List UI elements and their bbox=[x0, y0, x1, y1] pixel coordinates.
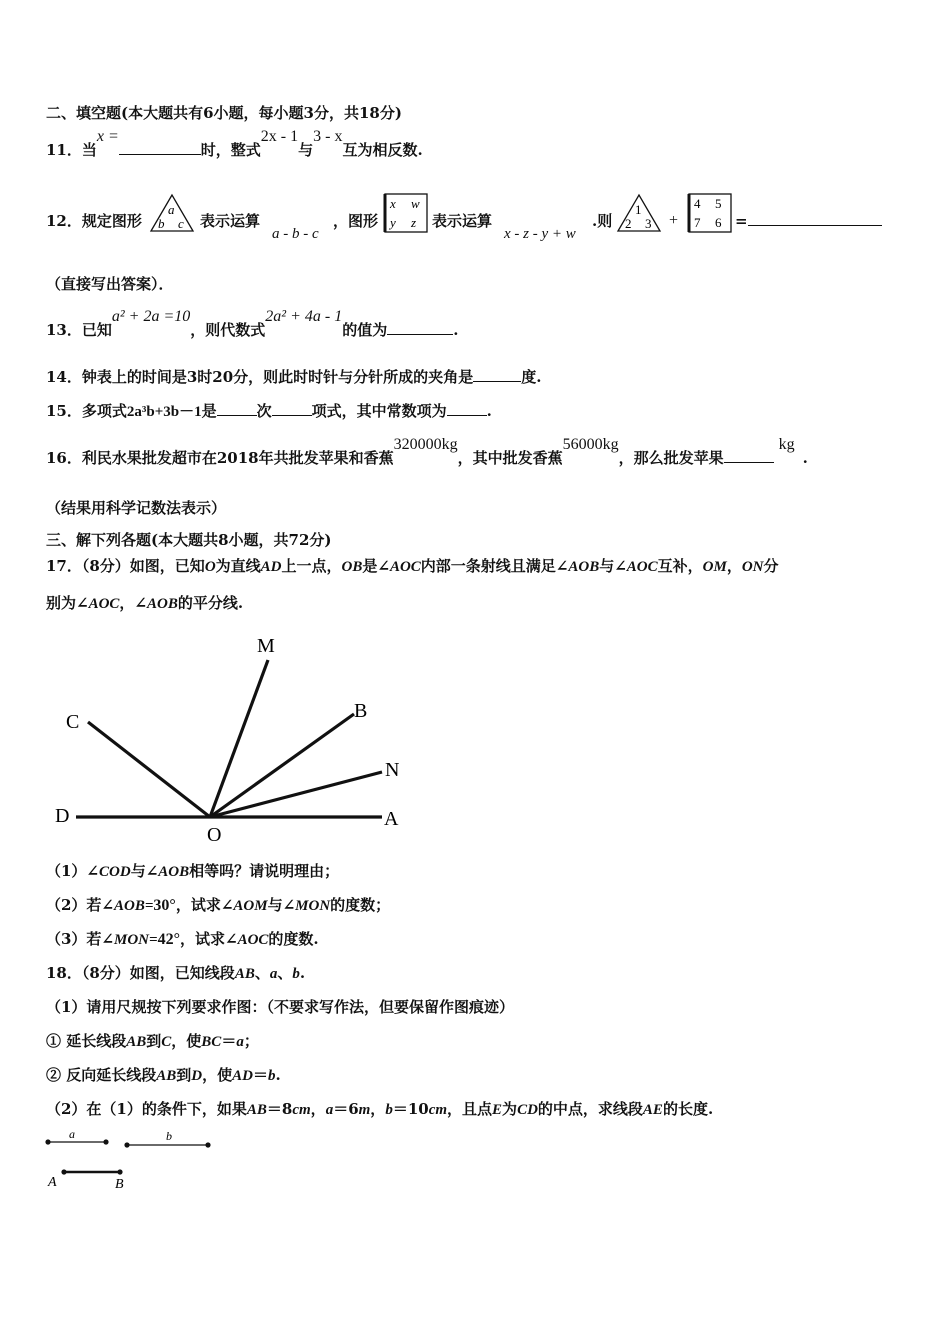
q12-note: （直接写出答案）． bbox=[46, 275, 174, 293]
q18-p2d: ＝6 bbox=[333, 1100, 359, 1118]
q17-part3 bbox=[46, 929, 319, 950]
q18-c2d: ＝ bbox=[252, 1066, 268, 1084]
q17-aoc2: AOC bbox=[626, 559, 658, 575]
q18-part1: （1）请用尺规按下列要求作图：（不要求写作法，但要保留作图痕迹） bbox=[46, 998, 514, 1016]
q17-p3-mon: MON= bbox=[114, 932, 158, 948]
q18-c2-ab: AB bbox=[156, 1068, 177, 1084]
label-d: D bbox=[55, 805, 70, 827]
q18-p2i: 的中点，求线段 bbox=[537, 1100, 643, 1118]
q18-c1-bc: BC bbox=[201, 1034, 222, 1050]
q12-box-figure bbox=[383, 192, 429, 234]
q15-t2: 次 bbox=[256, 402, 272, 420]
question-11 bbox=[46, 128, 423, 161]
q16-unit: kg bbox=[778, 436, 795, 453]
q18-p2f: ＝10 bbox=[392, 1100, 429, 1118]
q13-cond: a² + 2a =10 bbox=[111, 308, 191, 325]
q16-v1: 320000kg bbox=[393, 436, 458, 453]
q17-l1a: 17．（8分）如图，已知 bbox=[46, 557, 205, 575]
q16-note: （结果用科学记数法表示） bbox=[46, 499, 227, 517]
q12-t3: 表示运算 bbox=[432, 212, 493, 230]
ray-om bbox=[210, 660, 268, 817]
point-b bbox=[117, 1169, 122, 1174]
q18-p2-cm2: cm bbox=[428, 1102, 448, 1118]
q15-t3: 项式，其中常数项为 bbox=[311, 402, 447, 420]
q18-c1b: 到 bbox=[146, 1032, 162, 1050]
q12-num: 12．规定图形 bbox=[46, 212, 142, 230]
q15-t1: 是 bbox=[201, 402, 217, 420]
box2-br-label: 6 bbox=[715, 215, 722, 230]
q18-c1-a: a bbox=[236, 1034, 244, 1050]
q12-op1: a - b - c bbox=[272, 226, 319, 242]
q16-text: 16．利民水果批发超市在2018年共批发苹果和香蕉 bbox=[46, 449, 394, 467]
label-b: B bbox=[354, 700, 368, 722]
tri-c-label: c bbox=[178, 216, 184, 231]
q18-c2-ad: AD bbox=[232, 1068, 253, 1084]
q17-l1f: 与∠ bbox=[599, 557, 627, 575]
q18-c1a: ① 延长线段 bbox=[46, 1032, 127, 1050]
q18-p2j: 的长度. bbox=[662, 1100, 714, 1118]
label-n: N bbox=[385, 759, 400, 781]
q18-dot: . bbox=[299, 964, 306, 982]
q17-p3b: ，试求∠ bbox=[179, 930, 238, 948]
q17-p2-mon: MON bbox=[295, 898, 331, 914]
q12-triangle-figure bbox=[148, 192, 196, 234]
section2-heading: 二、填空题(本大题共有6小题，每小题3分，共18分) bbox=[46, 104, 402, 122]
q18-c1-ab: AB bbox=[126, 1034, 147, 1050]
q18-ab: AB bbox=[234, 966, 255, 982]
q18-c2b: 到 bbox=[176, 1066, 192, 1084]
q12-box2-figure bbox=[687, 192, 733, 234]
q11-num: 11．当 bbox=[46, 141, 97, 159]
segment-b-end bbox=[205, 1142, 210, 1147]
q17-l2b: ，∠ bbox=[119, 594, 147, 612]
q18-p2-ae: AE bbox=[642, 1102, 663, 1118]
q13-t2: 的值为 bbox=[342, 321, 388, 339]
q18-c2-b: b bbox=[267, 1068, 276, 1084]
question-13 bbox=[46, 308, 459, 341]
box-y-label: y bbox=[390, 215, 396, 230]
q11-t2: 与 bbox=[298, 141, 314, 159]
q16-t3: ，那么批发苹果 bbox=[618, 449, 724, 467]
segment-b-start bbox=[124, 1142, 129, 1147]
box-w-label: w bbox=[411, 196, 420, 211]
q12-answer bbox=[735, 211, 882, 231]
q17-l2-aob: AOB bbox=[147, 596, 178, 612]
segment-a-start bbox=[45, 1139, 50, 1144]
ray-oc bbox=[88, 722, 210, 817]
q13-num: 13．已知 bbox=[46, 321, 112, 339]
q18-p2-b: b bbox=[385, 1102, 393, 1118]
q18-p2h: 为 bbox=[502, 1100, 518, 1118]
q15-blank2[interactable] bbox=[272, 401, 312, 416]
q17-om: OM bbox=[702, 559, 727, 575]
q17-p1c: 相等吗？请说明理由； bbox=[189, 862, 340, 880]
q17-p1-aob: AOB bbox=[158, 864, 190, 880]
q18-p2-ab: AB bbox=[246, 1102, 267, 1118]
q12-text-d bbox=[592, 211, 612, 231]
tri2-bl-label: 2 bbox=[625, 216, 632, 231]
q18-c1d: ＝ bbox=[221, 1032, 237, 1050]
label-c: C bbox=[66, 711, 80, 733]
q16-v2: 56000kg bbox=[562, 436, 619, 453]
question-16 bbox=[46, 436, 808, 469]
q12-eq: = bbox=[735, 212, 748, 230]
q13-t1: ，则代数式 bbox=[190, 321, 266, 339]
q15-num: 15．多项式 bbox=[46, 402, 127, 420]
q17-ob: OB bbox=[341, 559, 363, 575]
q18-c2e: . bbox=[275, 1066, 281, 1084]
q18-sep1: 、 bbox=[254, 964, 270, 982]
ray-on bbox=[210, 772, 382, 817]
question-17-line1 bbox=[46, 556, 779, 577]
q18-c2-d: D bbox=[191, 1068, 203, 1084]
q12-triangle2-figure bbox=[615, 192, 663, 234]
q15-blank1[interactable] bbox=[217, 401, 257, 416]
q18-p2c: ， bbox=[310, 1100, 326, 1118]
q17-p2-aob: AOB= bbox=[114, 898, 154, 914]
q17-l2c: 的平分线. bbox=[177, 594, 244, 612]
q17-angle-figure bbox=[40, 625, 420, 850]
q12-op2: x - z - y + w bbox=[504, 226, 576, 242]
q12-blank[interactable] bbox=[748, 211, 882, 226]
q18-p2-a: a bbox=[325, 1102, 334, 1118]
q12-text-c bbox=[432, 211, 492, 231]
segment-b-label: b bbox=[166, 1129, 172, 1143]
q17-part1 bbox=[46, 861, 339, 882]
q13-expr: 2a² + 4a - 1 bbox=[265, 308, 343, 325]
q15-t4: . bbox=[486, 402, 492, 420]
q17-l1d: 是∠ bbox=[362, 557, 390, 575]
box-x-label: x bbox=[390, 196, 396, 211]
q17-l1c: 上一点， bbox=[281, 557, 342, 575]
question-12-text bbox=[46, 211, 142, 231]
q11-t1: 时，整式 bbox=[200, 141, 261, 159]
q17-p2-val: 30° bbox=[153, 897, 176, 914]
q17-p2-aom: AOM bbox=[233, 898, 268, 914]
box2-bl-label: 7 bbox=[694, 215, 701, 230]
segment-B-label: B bbox=[115, 1177, 124, 1192]
tri2-br-label: 3 bbox=[645, 216, 652, 231]
q17-ad: AD bbox=[260, 559, 282, 575]
q17-aob: AOB bbox=[568, 559, 600, 575]
q11-x-eq: x = bbox=[96, 128, 119, 145]
q17-p2d: 的度数； bbox=[330, 896, 391, 914]
q17-l1h: 分 bbox=[763, 557, 779, 575]
question-14 bbox=[46, 367, 541, 387]
q18-construct2 bbox=[46, 1065, 281, 1086]
q17-p3c: 的度数. bbox=[268, 930, 319, 948]
tri-b-label: b bbox=[158, 216, 165, 231]
box2-tr-label: 5 bbox=[715, 196, 722, 211]
q18-p2g: ，且点 bbox=[447, 1100, 493, 1118]
q14-text: 14．钟表上的时间是3时20分，则此时时针与分针所成的夹角是 bbox=[46, 368, 474, 386]
q12-t4: .则 bbox=[592, 212, 613, 230]
q16-t4: . bbox=[802, 449, 808, 467]
q18-p2b: ＝8 bbox=[266, 1100, 293, 1118]
q17-l2-aoc: AOC bbox=[88, 596, 120, 612]
q16-blank[interactable] bbox=[724, 448, 774, 463]
tri-a-label: a bbox=[168, 202, 175, 217]
q18-p2-cd: CD bbox=[517, 1102, 538, 1118]
q18-construct1 bbox=[46, 1031, 259, 1052]
box-z-label: z bbox=[411, 215, 417, 230]
box2-tl-label: 4 bbox=[694, 196, 701, 211]
q18-p2a: （2）在（1）的条件下，如果 bbox=[46, 1100, 247, 1118]
q18-p2-e: E bbox=[492, 1102, 503, 1118]
q15-blank3[interactable] bbox=[447, 401, 487, 416]
q18-c1c: ，使 bbox=[171, 1032, 202, 1050]
q17-aoc: AOC bbox=[389, 559, 421, 575]
q18-c2a: ② 反向延长线段 bbox=[46, 1066, 157, 1084]
q17-p1-cod: COD bbox=[99, 864, 131, 880]
segment-a-label: a bbox=[69, 1127, 75, 1141]
question-17-line2 bbox=[46, 593, 243, 614]
q17-p2a: （2）若∠ bbox=[46, 896, 115, 914]
q13-blank[interactable] bbox=[387, 320, 453, 335]
q18-part2 bbox=[46, 1099, 713, 1120]
label-m: M bbox=[257, 635, 275, 657]
q17-p1a: （1）∠ bbox=[46, 862, 100, 880]
q12-text-a bbox=[200, 211, 260, 231]
q17-p2b: ，试求∠ bbox=[175, 896, 234, 914]
point-a bbox=[61, 1169, 66, 1174]
q18-p2-cm1: cm bbox=[292, 1102, 311, 1118]
q17-p1b: 与∠ bbox=[130, 862, 159, 880]
q17-p3-val: 42° bbox=[157, 931, 180, 948]
q17-part2 bbox=[46, 895, 390, 916]
q17-l1g: 互补， bbox=[657, 557, 703, 575]
q13-t3: . bbox=[453, 321, 459, 339]
ray-ob bbox=[210, 714, 354, 817]
q18-b: b bbox=[292, 966, 300, 982]
q16-t2: ，其中批发香蕉 bbox=[457, 449, 563, 467]
q18-c2c: ，使 bbox=[202, 1066, 233, 1084]
q14-t2: 度. bbox=[521, 368, 542, 386]
q18-l1a: 18．（8分）如图，已知线段 bbox=[46, 964, 235, 982]
question-15 bbox=[46, 401, 492, 422]
q11-expr2: 3 - x bbox=[313, 128, 343, 145]
q17-l2a: 别为∠ bbox=[46, 594, 89, 612]
q17-p3a: （3）若∠ bbox=[46, 930, 115, 948]
q18-c1e: ； bbox=[243, 1032, 259, 1050]
q11-blank[interactable] bbox=[119, 140, 201, 155]
q18-p2-m: m bbox=[358, 1102, 371, 1118]
q17-p3-aoc: AOC bbox=[237, 932, 269, 948]
tri2-top-label: 1 bbox=[635, 202, 642, 217]
q12-t2: ，图形 bbox=[333, 212, 379, 230]
question-18-line1 bbox=[46, 963, 305, 984]
q12-plus: + bbox=[669, 212, 679, 229]
q17-l1b: 为直线 bbox=[215, 557, 261, 575]
segment-A-label: A bbox=[48, 1175, 57, 1190]
q18-a: a bbox=[269, 966, 278, 982]
q17-l1e: 内部一条射线且满足∠ bbox=[420, 557, 569, 575]
q11-t3: 互为相反数. bbox=[342, 141, 423, 159]
q11-expr1: 2x - 1 bbox=[260, 128, 299, 145]
q17-comma: ， bbox=[726, 557, 742, 575]
q18-segments-figure bbox=[40, 1124, 230, 1194]
label-a: A bbox=[384, 808, 399, 830]
q18-c1-c: C bbox=[161, 1034, 172, 1050]
q17-on: ON bbox=[741, 559, 764, 575]
q12-text-b bbox=[333, 211, 378, 231]
segment-a-end bbox=[103, 1139, 108, 1144]
q18-p2e: ， bbox=[370, 1100, 386, 1118]
q14-blank[interactable] bbox=[473, 367, 521, 382]
q17-o: O bbox=[204, 559, 216, 575]
section3-heading: 三、解下列各题(本大题共8小题，共72分) bbox=[46, 531, 332, 549]
label-o: O bbox=[207, 824, 222, 846]
q15-poly: 2a³b+3b－1 bbox=[126, 404, 202, 420]
q18-sep2: 、 bbox=[277, 964, 293, 982]
q17-p2c: 与∠ bbox=[267, 896, 296, 914]
q12-t1: 表示运算 bbox=[200, 212, 261, 230]
